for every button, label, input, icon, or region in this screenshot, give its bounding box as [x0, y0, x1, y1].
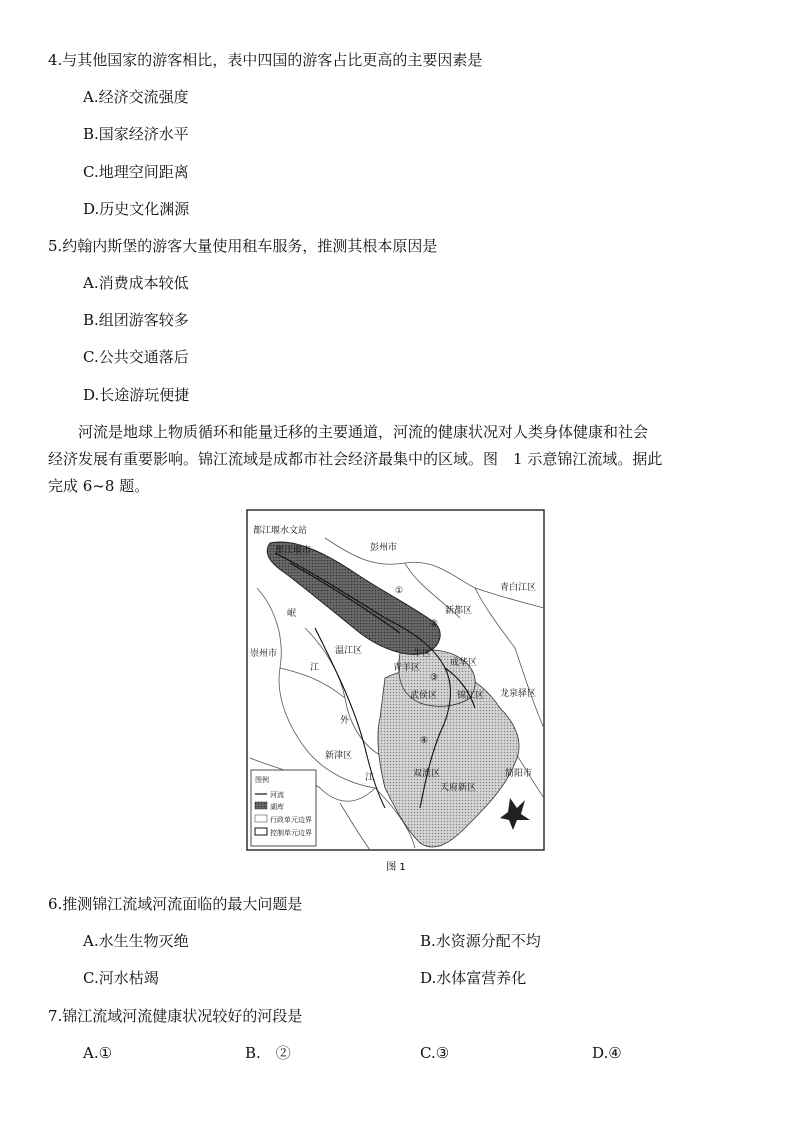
- jinjiang-basin-map: [245, 508, 547, 876]
- q4-option-c[interactable]: C.地理空间距离: [83, 163, 189, 181]
- map-label-chongzhou: 崇州市: [250, 649, 278, 659]
- map-label-wuhou: 武侯区: [410, 691, 438, 701]
- map-label-circle3: ③: [430, 673, 439, 683]
- q5-option-d[interactable]: D.长途游玩便捷: [83, 386, 190, 404]
- q7-stem: 7.锦江流域河流健康状况较好的河段是: [48, 1007, 303, 1025]
- map-label-xinjin: 新津区: [325, 751, 353, 761]
- map-label-qingbaijiang: 青白江区: [500, 583, 537, 593]
- q6-option-d[interactable]: D.水体富营养化: [420, 969, 527, 987]
- map-label-jianyang: 简阳市: [505, 769, 533, 779]
- q7-option-b[interactable]: B. ②: [245, 1044, 291, 1062]
- map-label-circle1: ①: [395, 586, 404, 596]
- map-label-jiang2: 江: [365, 773, 375, 783]
- map-label-qingyang: 青羊区: [393, 663, 421, 673]
- map-label-circle2: ②: [430, 619, 439, 629]
- map-label-pengzhou: 彭州市: [370, 543, 398, 553]
- q4-option-d[interactable]: D.历史文化渊源: [83, 200, 190, 218]
- map-label-min: 岷: [287, 609, 297, 619]
- map-label-xindu: 新都区: [445, 606, 473, 616]
- map-label-longquanyi: 龙泉驿区: [500, 689, 537, 699]
- q6-option-b[interactable]: B.水资源分配不均: [420, 932, 541, 950]
- q5-option-b[interactable]: B.组团游客较多: [83, 311, 189, 329]
- q7-option-a[interactable]: A.①: [83, 1044, 113, 1062]
- passage-line-3: 完成 6~8 题。: [48, 477, 150, 495]
- map-label-dujiangyan: 都江堰市: [275, 546, 312, 556]
- legend-title: 图例: [255, 776, 269, 784]
- q6-option-c[interactable]: C.河水枯竭: [83, 969, 159, 987]
- map-label-jinniu: 牛区: [413, 649, 432, 659]
- q4-stem: 4.与其他国家的游客相比，表中四国的游客占比更高的主要因素是: [48, 51, 483, 69]
- q5-stem: 5.约翰内斯堡的游客大量使用租车服务，推测其根本原因是: [48, 237, 438, 255]
- q6-option-a[interactable]: A.水生生物灭绝: [83, 932, 189, 950]
- map-label-circle4: ④: [420, 736, 429, 746]
- map-label-tianfu: 天府新区: [440, 783, 477, 793]
- map-svg: [245, 508, 547, 876]
- q4-option-b[interactable]: B.国家经济水平: [83, 125, 189, 143]
- map-label-station: 都江堰水文站: [253, 526, 308, 536]
- passage-line-1: 河流是地球上物质循环和能量迁移的主要通道，河流的健康状况对人类身体健康和社会: [78, 423, 649, 441]
- q5-option-c[interactable]: C.公共交通落后: [83, 348, 189, 366]
- map-label-chenghua: 成华区: [450, 658, 478, 668]
- q4-option-a[interactable]: A.经济交流强度: [83, 88, 189, 106]
- map-label-jinjiang: 锦江区: [457, 691, 485, 701]
- q6-stem: 6.推测锦江流域河流面临的最大问题是: [48, 895, 303, 913]
- map-label-shuangliu: 双流区: [413, 769, 441, 779]
- passage-line-2: 经济发展有重要影响。锦江流域是成都市社会经济最集中的区域。图 1 示意锦江流域。据此: [48, 450, 663, 468]
- map-legend: [251, 770, 316, 846]
- legend-river: 河流: [270, 791, 284, 799]
- q7-option-c[interactable]: C.③: [420, 1044, 450, 1062]
- q5-option-a[interactable]: A.消费成本较低: [83, 274, 189, 292]
- map-label-wenjiang: 温江区: [335, 646, 363, 656]
- map-label-wai: 外: [340, 716, 350, 726]
- figure-caption: 图 1: [386, 862, 406, 873]
- legend-reservoir: 湖库: [270, 803, 284, 811]
- map-label-jiang1: 江: [310, 663, 320, 673]
- legend-admin: 行政单元边界: [270, 816, 312, 824]
- q7-option-d[interactable]: D.④: [592, 1044, 622, 1062]
- legend-control: 控制单元边界: [270, 829, 312, 837]
